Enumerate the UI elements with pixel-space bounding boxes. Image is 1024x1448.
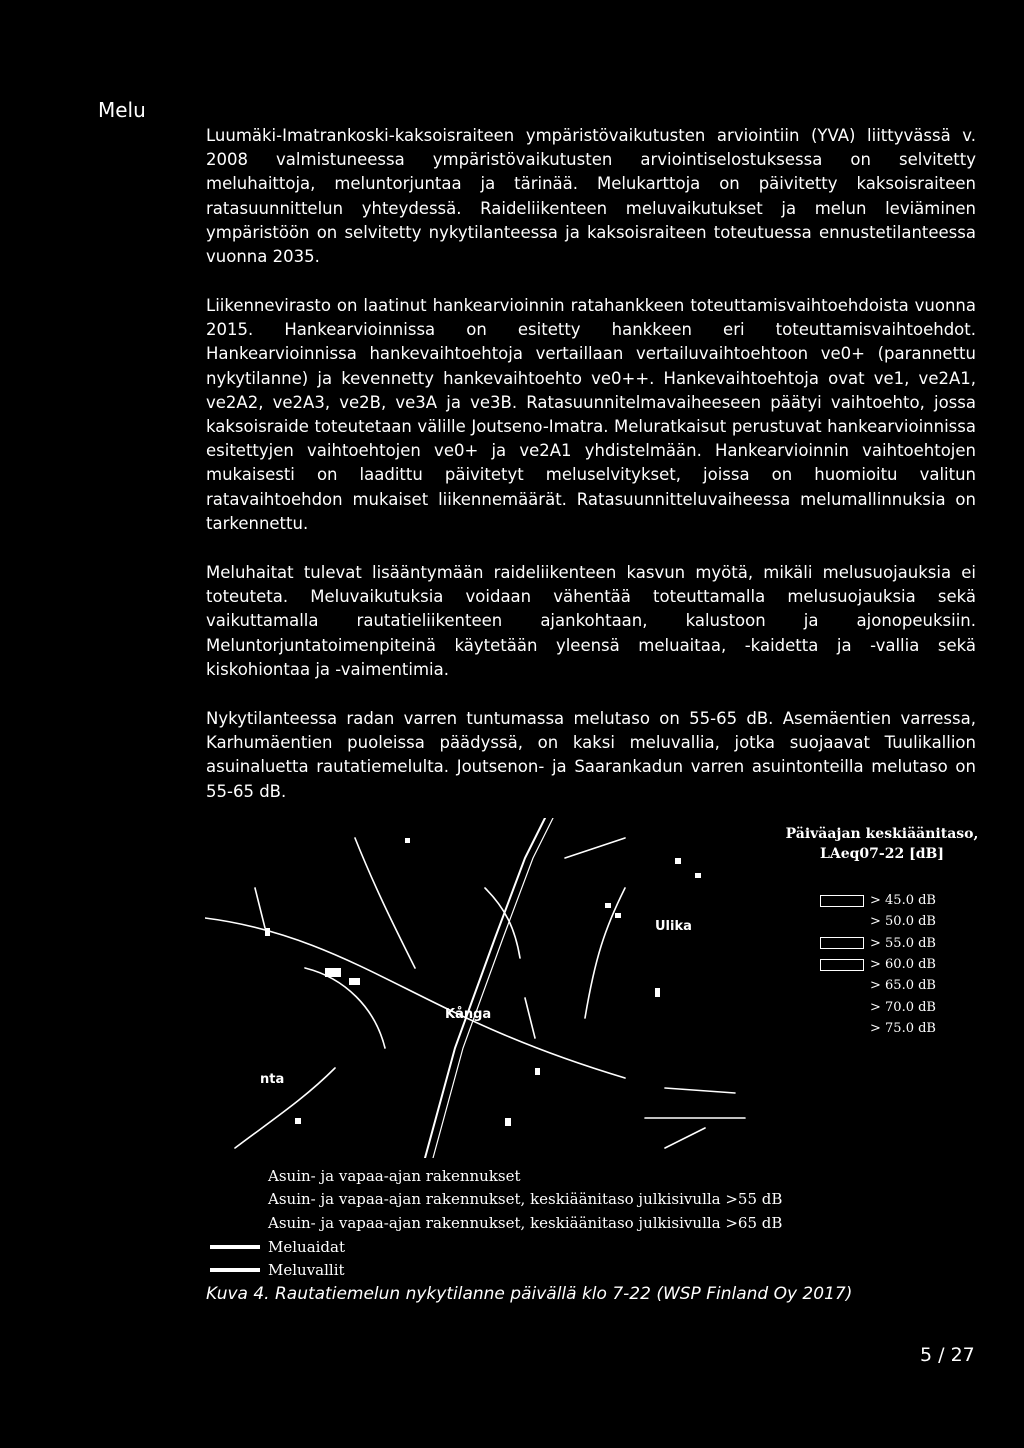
building-legend-item <box>210 1188 910 1212</box>
building-legend-item <box>210 1235 910 1259</box>
building <box>325 968 341 977</box>
building <box>265 928 270 936</box>
building-legend-item <box>210 1164 910 1188</box>
legend-symbol <box>210 1197 260 1201</box>
building-legend-label: Asuin- ja vapaa-ajan rakennukset, keskiäänitaso julkisivulla >65 dB <box>268 1213 783 1232</box>
map-legend <box>820 890 990 1039</box>
legend-label: > 60.0 dB <box>870 957 936 973</box>
legend-swatch <box>820 959 864 971</box>
building <box>349 978 360 985</box>
legend-label: > 45.0 dB <box>870 893 936 909</box>
legend-swatch <box>820 937 864 949</box>
road-line-2 <box>355 838 415 968</box>
building-legend-label: Meluvallit <box>268 1261 345 1280</box>
legend-item <box>820 954 990 975</box>
building-legend-label: Asuin- ja vapaa-ajan rakennukset, keskiäänitaso julkisivulla >55 dB <box>268 1190 783 1209</box>
building <box>405 838 410 843</box>
road-line-7 <box>665 1088 735 1093</box>
paragraph-4: Nykytilanteessa radan varren tuntumassa melutaso on 55-65 dB. Asemäentien varressa, Karhumäentien puoleissa päädyssä, on kaksi meluvallia, jotka suojaavat Tuulikallion asuinaluetta rautatiemelulta. Joutsenon- ja Saarankadun varren asuintonteilla melutaso on 55-65 dB. <box>206 709 976 801</box>
legend-swatch <box>820 916 864 928</box>
map-place-label: Ulika <box>655 919 692 934</box>
section-heading: Melu <box>98 98 146 122</box>
legend-label: > 55.0 dB <box>870 935 936 951</box>
figure-caption: Kuva 4. Rautatiemelun nykytilanne päivällä klo 7-22 (WSP Finland Oy 2017) <box>206 1284 853 1304</box>
legend-item <box>820 890 990 911</box>
legend-swatch <box>820 1022 864 1034</box>
map-legend-title: Päiväajan keskiäänitaso, LAeq07-22 [dB] <box>785 826 979 862</box>
road-line-12 <box>665 1128 705 1148</box>
building <box>695 873 701 878</box>
building <box>505 1118 511 1126</box>
map-place-label: nta <box>260 1072 285 1087</box>
building-legend-item <box>210 1211 910 1235</box>
legend-label: > 65.0 dB <box>870 978 936 994</box>
legend-swatch <box>820 980 864 992</box>
road-line-11 <box>525 998 535 1038</box>
legend-item <box>820 975 990 996</box>
legend-label: > 70.0 dB <box>870 999 936 1015</box>
noise-fence-line-icon <box>210 1245 260 1249</box>
road-line-4 <box>305 968 385 1048</box>
paragraph-1: Luumäki-Imatrankoski-kaksoisraiteen ympäristövaikutusten arviointiin (YVA) liittyvässä v. 2008 valmistuneessa ympäristövaikutusten arviointiselostuksessa on selvitetty meluhaittoja, meluntorjuntaa ja tärinää. Melukarttoja on päivitetty kaksoisraiteen ratasuunnittelun yhteydessä. Raideliikenteen meluvaikutukset ja melun leviäminen ympäristöön on selvitetty nykytilanteessa ja kaksoisraiteen toteutuessa ennustetilanteessa vuonna 2035. <box>206 126 976 267</box>
legend-symbol <box>210 1221 260 1225</box>
building <box>295 1118 301 1124</box>
building <box>615 913 621 918</box>
building <box>535 1068 540 1075</box>
noise-embankment-line-icon <box>210 1268 260 1272</box>
noise-map <box>205 818 765 1158</box>
legend-item <box>820 911 990 932</box>
legend-item <box>820 1018 990 1039</box>
legend-item <box>820 933 990 954</box>
building-legend-label: Meluaidat <box>268 1237 346 1256</box>
road-line <box>205 918 625 1078</box>
paragraph-3: Meluhaitat tulevat lisääntymään raideliikenteen kasvun myötä, mikäli melusuojauksia ei toteuteta. Meluvaikutuksia voidaan vähentää toteuttamalla melusuojauksia sekä vaikuttamalla rautatieliikenteen ajankohtaan, kalustoon ja ajonopeuksiin. Meluntorjuntatoimenpiteinä käytetään yleensä meluaitaa, -kaidetta ja -vallia sekä kiskohiontaa ja -vaimentimia. <box>206 563 976 679</box>
building-legend <box>210 1164 910 1282</box>
legend-item <box>820 996 990 1017</box>
building <box>605 903 611 908</box>
legend-label: > 75.0 dB <box>870 1020 936 1036</box>
road-line-5 <box>235 1068 335 1148</box>
road-line-10 <box>255 888 265 928</box>
paragraph-2: Liikennevirasto on laatinut hankearvioinnin ratahankkeen toteuttamisvaihtoehdoista vuonna 2015. Hankearvioinnissa on esitetty hankkeen eri toteuttamisvaihtoehdot. Hankearvioinnissa hankevaihtoehtoja vertaillaan vertailuvaihtoehtoon ve0+ (parannettu nykytilanne) ja kevennetty hankevaihtoehto ve0++. Hankevaihtoehtoja ovat ve1, ve2A1, ve2A2, ve2A3, ve2B, ve3A ja ve3B. Ratasuunnitelmavaiheeseen päätyi vaihtoehto, jossa kaksoisraide toteutetaan välille Joutseno-Imatra. Meluratkaisut perustuvat hankearvioinnissa esitettyjen vaihtoehtojen ve0+ ja ve2A1 yhdistelmään. Hankearvioinnin vaihtoehtojen mukaisesti on laadittu päivitetyt meluselvitykset, joissa on huomioitu valitun ratavaihtoehdon mukaiset liikennemäärät. Ratasuunnitteluvaiheessa melumallinnuksia on tarkennettu. <box>206 296 976 533</box>
legend-swatch <box>820 895 864 907</box>
page-number: 5 / 27 <box>920 1344 975 1366</box>
building <box>655 988 660 997</box>
railway-line-2 <box>433 818 553 1158</box>
legend-swatch <box>820 1001 864 1013</box>
building-legend-item <box>210 1258 910 1282</box>
building-legend-label: Asuin- ja vapaa-ajan rakennukset <box>268 1166 521 1185</box>
map-place-label: Kånga <box>445 1007 492 1022</box>
road-line-9 <box>485 888 520 958</box>
legend-label: > 50.0 dB <box>870 914 936 930</box>
legend-symbol <box>210 1174 260 1178</box>
road-line-8 <box>565 838 625 858</box>
building <box>675 858 681 864</box>
